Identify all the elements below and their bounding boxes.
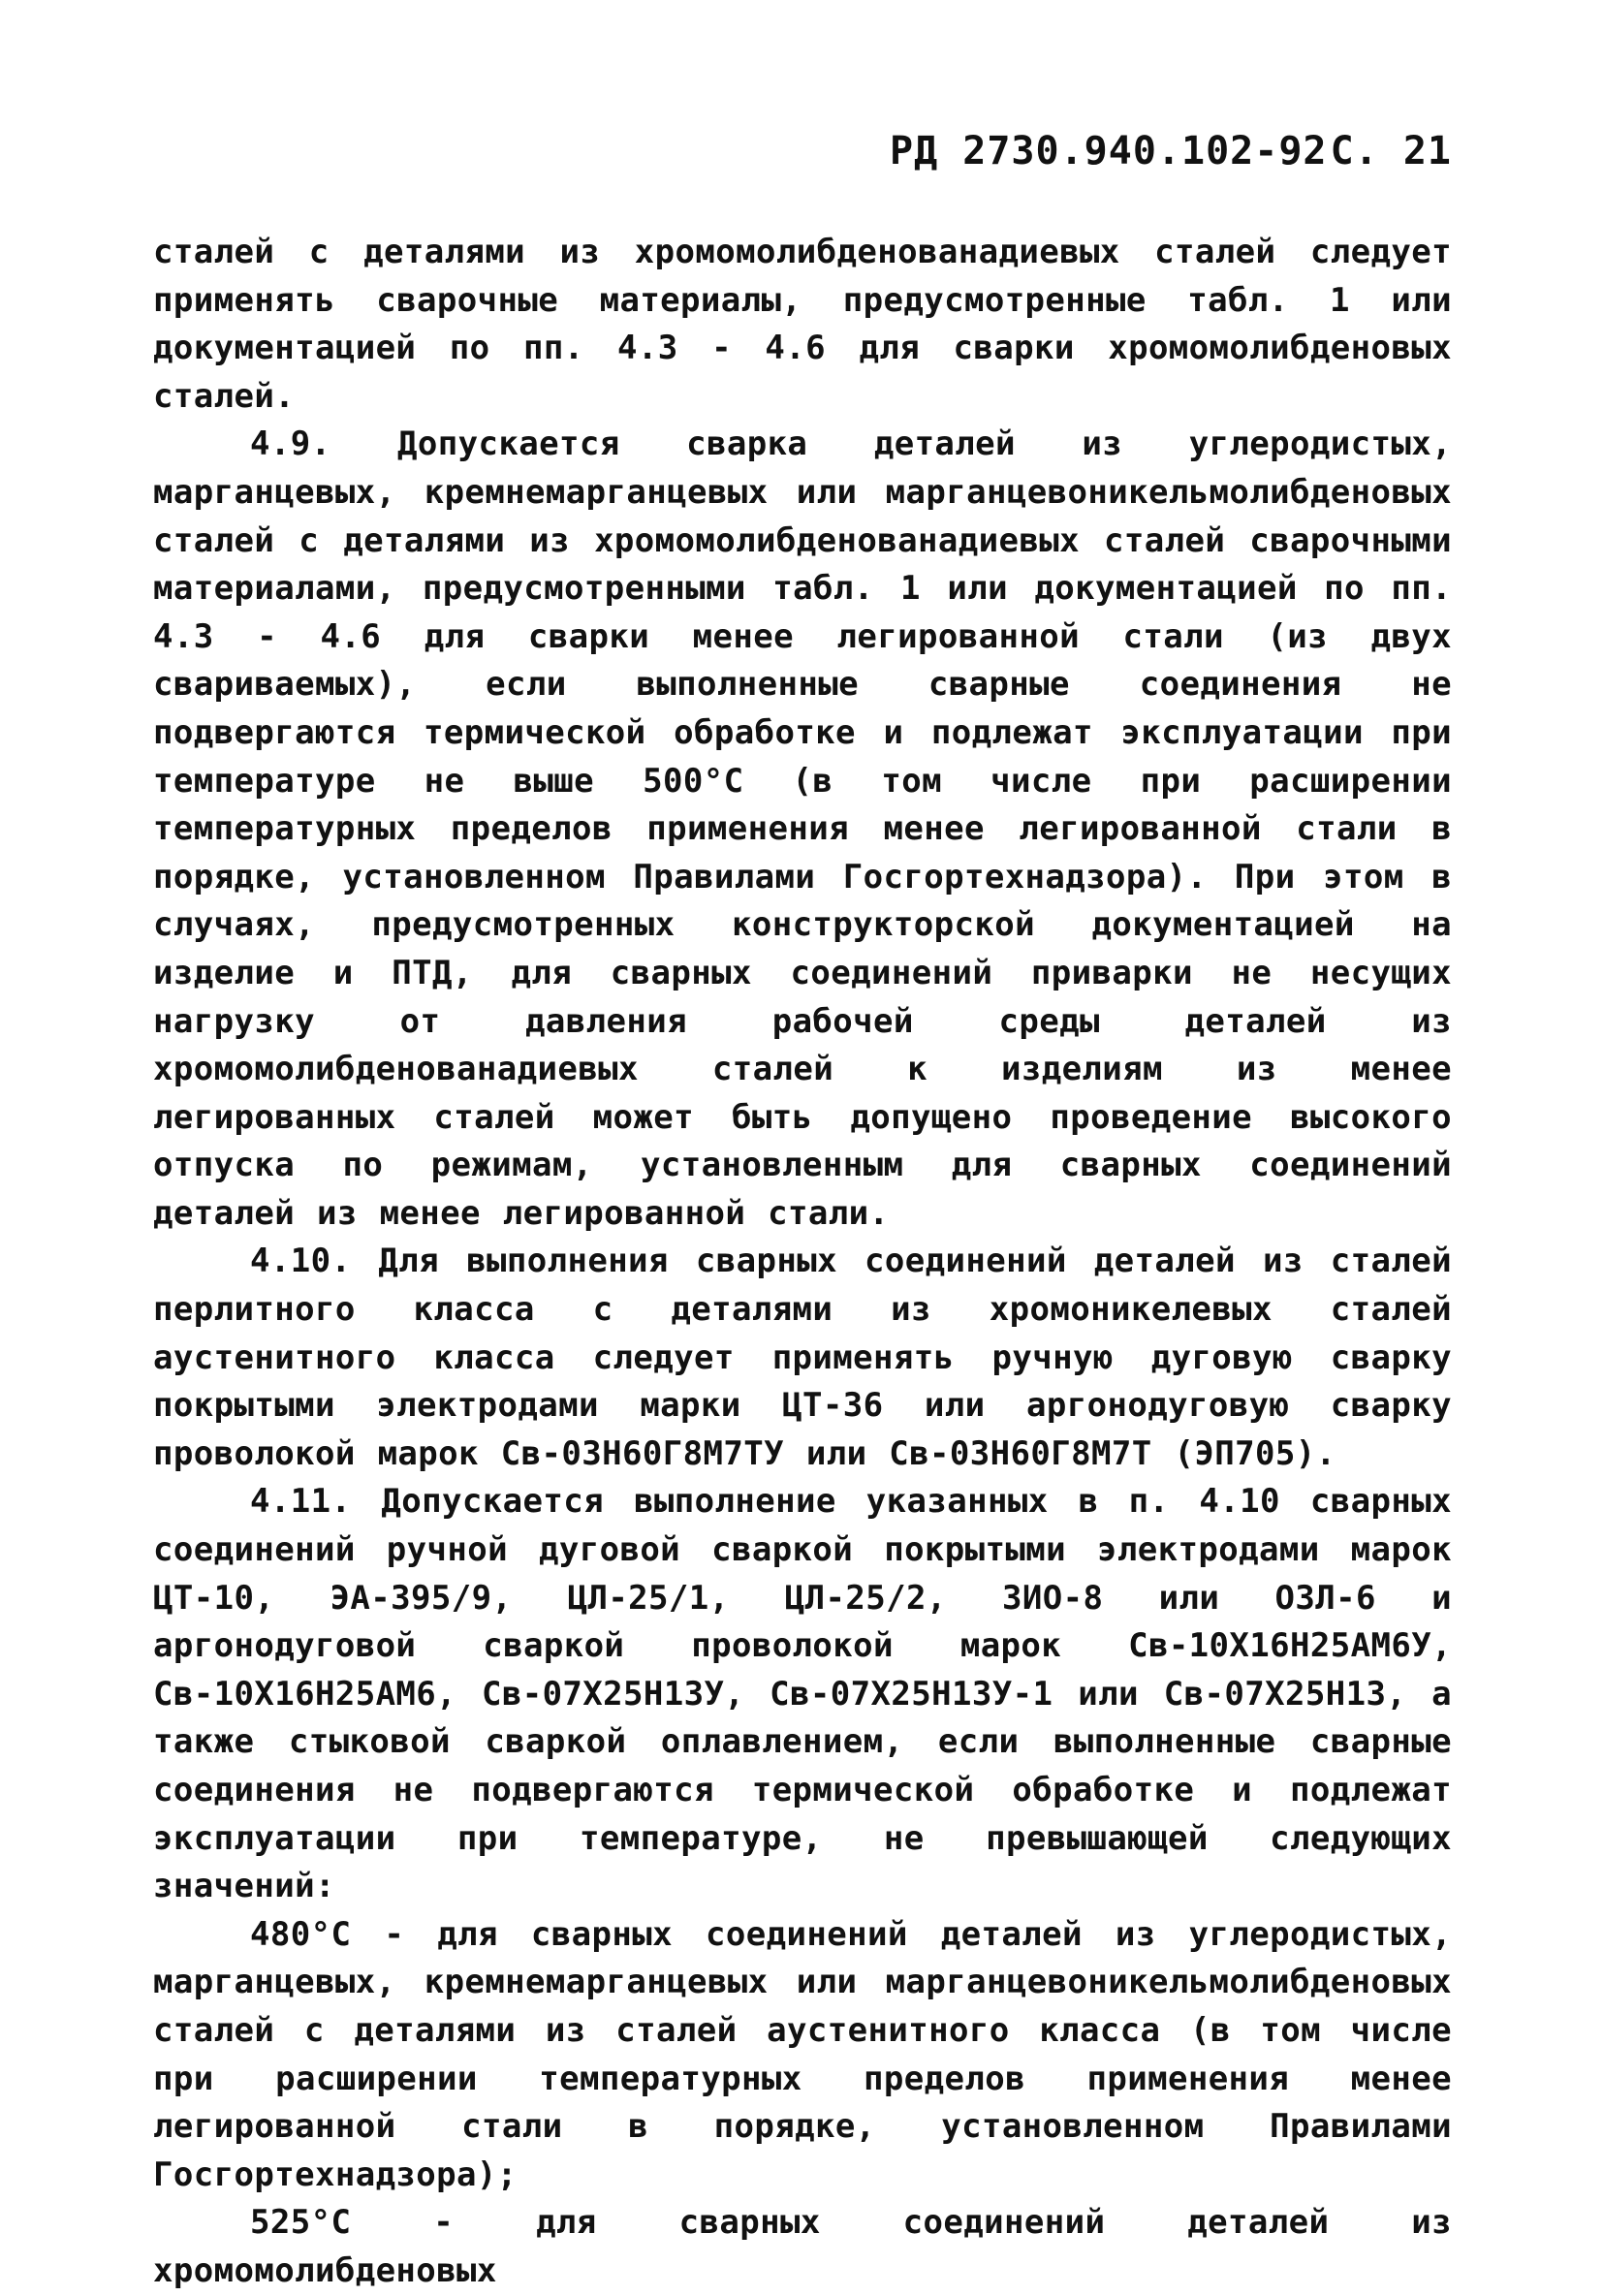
temperature-item-480: 480°С - для сварных соединений деталей из углеродистых, марганцевых, кремнемарганцевых или марганцевоникельмолибденовых сталей с деталями из сталей аустенитного класса (в том числе при расширении температурных пределов применения менее легированной стали в порядке, установленном Правилами Госгортехнадзора); (153, 1914, 1452, 2194)
body-text (153, 229, 1452, 2296)
document-code: РД 2730.940.102-92 (890, 129, 1328, 173)
temperature-item-525: 525°С - для сварных соединений деталей из хромомолибденовых (153, 2203, 1452, 2290)
paragraph-4-9: 4.9. Допускается сварка деталей из углеродистых, марганцевых, кремнемарганцевых или марганцевоникельмолибденовых сталей с деталями из хромомолибденованадиевых сталей сварочными материалами, предусмотренными табл. 1 или документацией по пп. 4.3 - 4.6 для сварки менее легированной стали (из двух свариваемых), если выполненные сварные соединения не подвергаются термической обработке и подлежат эксплуатации при температуре не выше 500°С (в том числе при расширении температурных пределов применения менее легированной стали в порядке, установленном Правилами Госгортехнадзора). При этом в случаях, предусмотренных конструкторской документацией на изделие и ПТД, для сварных соединений приварки не несущих нагрузку от давления рабочей среды деталей из хромомолибденованадиевых сталей к изделиям из менее легированных сталей может быть допущено проведение высокого отпуска по режимам, установленным для сварных соединений деталей из менее легированной стали. (153, 425, 1452, 1233)
paragraph-4-11: 4.11. Допускается выполнение указанных в п. 4.10 сварных соединений ручной дуговой сваркой покрытыми электродами марок ЦТ-10, ЭА-395/9, ЦЛ-25/1, ЦЛ-25/2, ЗИО-8 или ОЗЛ-6 и аргонодуговой сваркой проволокой марок Св-10Х16Н25АМ6У, Св-10Х16Н25АМ6, Св-07Х25Н13У, Св-07Х25Н13У-1 или Св-07Х25Н13, а также стыковой сваркой оплавлением, если выполненные сварные соединения не подвергаются термической обработке и подлежат эксплуатации при температуре, не превышающей следующих значений: (153, 1482, 1452, 1906)
page-number: С. 21 (1330, 129, 1452, 173)
page-header (890, 124, 1452, 178)
paragraph-4-10: 4.10. Для выполнения сварных соединений деталей из сталей перлитного класса с деталями из хромоникелевых сталей аустенитного класса следует применять ручную дуговую сварку покрытыми электродами марки ЦТ-36 или аргонодуговую сварку проволокой марок Св-03Н60Г8М7ТУ или Св-03Н60Г8М7Т (ЭП705). (153, 1242, 1452, 1473)
paragraph-continuation: сталей с деталями из хромомолибденованадиевых сталей следует применять сварочные материалы, предусмотренные табл. 1 или документацией по пп. 4.3 - 4.6 для сварки хромомолибденовых сталей. (153, 233, 1452, 416)
